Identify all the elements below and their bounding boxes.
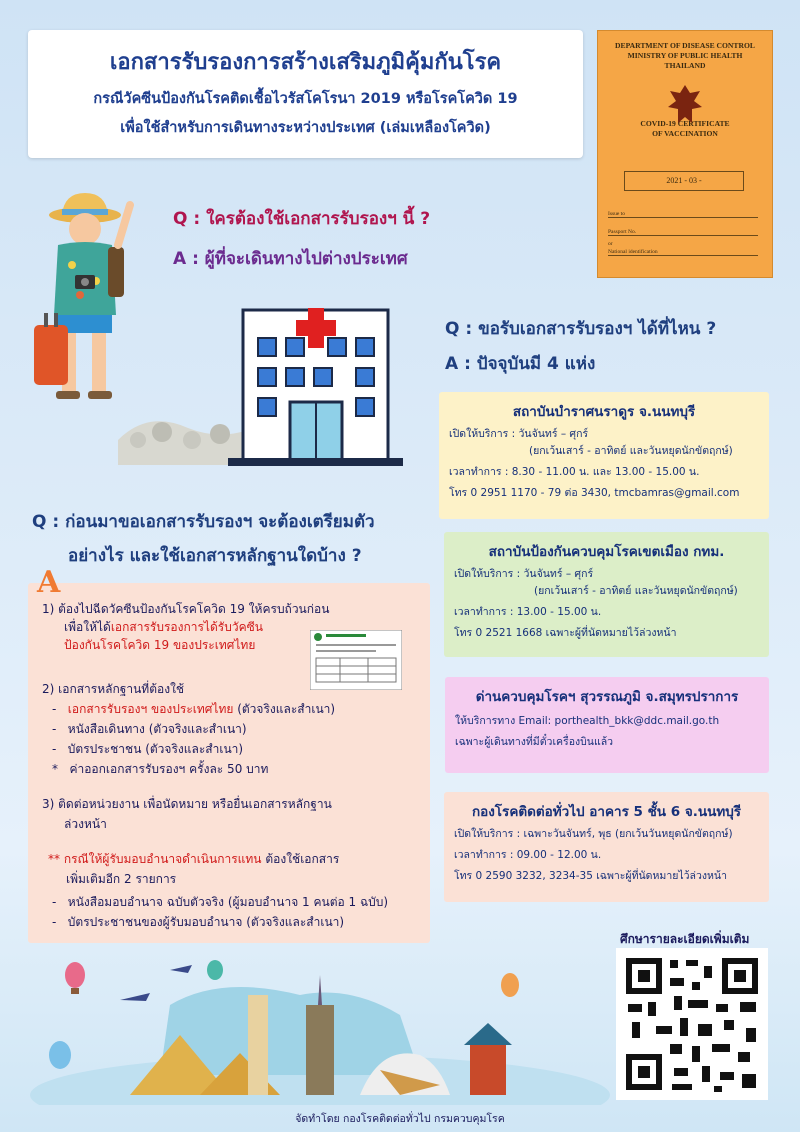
bullet-star: * bbox=[52, 762, 58, 776]
location-card-suvarnabhumi bbox=[445, 677, 769, 773]
location-name: สถาบันบำราศนราดูร จ.นนทบุรี bbox=[512, 404, 696, 420]
bullet-dash: - bbox=[52, 742, 57, 756]
cert-passport-line: Passport No. bbox=[608, 229, 758, 236]
cert-issue-line: Issue to bbox=[608, 211, 758, 218]
qa3-question-line-1: Q : ก่อนมาขอเอกสารรับรองฯ จะต้องเตรียมตัว bbox=[32, 512, 375, 532]
answer-letter: A bbox=[37, 565, 61, 600]
qa2-question: Q : ขอรับเอกสารรับรองฯ ได้ที่ไหน ? bbox=[445, 319, 717, 339]
location-card-general-communicable bbox=[444, 792, 769, 902]
step1-line3: ป้องกันโรคโควิด 19 ของประเทศไทย bbox=[64, 638, 256, 652]
location-name: กองโรคติดต่อทั่วไป อาคาร 5 ชั้น 6 จ.นนทบุรี bbox=[471, 804, 742, 820]
location-exceptions: (ยกเว้นเสาร์ - อาทิตย์ และวันหยุดนักขัตฤกษ์) bbox=[529, 445, 733, 457]
location-hours: เวลาทำการ : 13.00 - 15.00 น. bbox=[454, 606, 602, 618]
bullet-dash: - bbox=[52, 722, 57, 736]
location-contact: โทร 0 2590 3232, 3234-35 เฉพาะผู้ที่นัดหมายไว้ล่วงหน้า bbox=[454, 870, 728, 882]
location-contact: โทร 0 2951 1170 - 79 ต่อ 3430, tmcbamras@gmail.com bbox=[449, 487, 740, 499]
cert-dept-line-3: THAILAND bbox=[664, 61, 706, 70]
location-name: สถาบันป้องกันควบคุมโรคเขตเมือง กทม. bbox=[488, 544, 725, 560]
step2-item-3-text: บัตรประชาชน (ตัวจริงและสำเนา) bbox=[67, 742, 244, 756]
step2-item-1 bbox=[52, 700, 335, 718]
step2-fee-text: ค่าออกเอกสารรับรองฯ ครั้งละ 50 บาท bbox=[69, 762, 269, 776]
cert-title-line-1: COVID-19 CERTIFICATE bbox=[640, 119, 730, 128]
page-subtitle-2: เพื่อใช้สำหรับการเดินทางระหว่างประเทศ (เล่มเหลืองโควิด) bbox=[120, 120, 491, 136]
qa3-question-line-2: อย่างไร และใช้เอกสารหลักฐานใดบ้าง ? bbox=[68, 546, 362, 566]
certificate-booklet-image bbox=[597, 30, 773, 278]
step1-line1: 1) ต้องไปฉีดวัคซีนป้องกันโรคโควิด 19 ให้ครบถ้วนก่อน bbox=[42, 602, 330, 616]
location-hours: เวลาทำการ : 8.30 - 11.00 น. และ 13.00 - 15.00 น. bbox=[449, 466, 700, 478]
cert-title-line-2: OF VACCINATION bbox=[652, 129, 718, 138]
page-title: เอกสารรับรองการสร้างเสริมภูมิคุ้มกันโรค bbox=[109, 50, 502, 75]
proxy-item-2-text: บัตรประชาชนของผู้รับมอบอำนาจ (ตัวจริงและสำเนา) bbox=[67, 915, 345, 929]
location-condition: เฉพาะผู้เดินทางที่มีตั๋วเครื่องบินแล้ว bbox=[455, 736, 614, 748]
step2-item-2 bbox=[52, 720, 247, 738]
hospital-illustration bbox=[118, 290, 428, 475]
bullet-dash: - bbox=[52, 915, 57, 929]
proxy-note-line2: เพิ่มเติมอีก 2 รายการ bbox=[66, 872, 177, 886]
step2-item-3 bbox=[52, 740, 243, 758]
step1-line2-highlight: เอกสารรับรองการได้รับวัคซีน bbox=[110, 620, 263, 634]
location-open-days: เปิดให้บริการ : วันจันทร์ – ศุกร์ bbox=[454, 568, 594, 580]
qa1-question: Q : ใครต้องใช้เอกสารรับรองฯ นี้ ? bbox=[173, 209, 431, 229]
proxy-note-line1 bbox=[48, 850, 339, 868]
world-landmarks-illustration bbox=[20, 945, 610, 1105]
step2-fee bbox=[52, 760, 268, 778]
location-open-days: เปิดให้บริการ : วันจันทร์ – ศุกร์ bbox=[449, 428, 589, 440]
qa1-answer: A : ผู้ที่จะเดินทางไปต่างประเทศ bbox=[173, 249, 408, 269]
cert-dept-line-1: DEPARTMENT OF DISEASE CONTROL bbox=[615, 41, 755, 50]
cert-date: 2021 - 03 - bbox=[624, 171, 744, 191]
qr-code[interactable] bbox=[616, 948, 768, 1100]
step2-item-1-highlight: เอกสารรับรองฯ ของประเทศไทย bbox=[67, 702, 234, 716]
proxy-note-suffix: ต้องใช้เอกสาร bbox=[261, 852, 340, 866]
location-hours: เวลาทำการ : 09.00 - 12.00 น. bbox=[454, 849, 602, 861]
page-subtitle-1: กรณีวัคซีนป้องกันโรคติดเชื้อไวรัสโคโรนา 2019 หรือโรคโควิด 19 bbox=[93, 91, 518, 107]
proxy-item-2 bbox=[52, 913, 344, 931]
location-open-days: เปิดให้บริการ : เฉพาะวันจันทร์, พุธ (ยกเว้นวันหยุดนักขัตฤกษ์) bbox=[454, 828, 733, 840]
header-box bbox=[28, 30, 583, 158]
location-card-bamras bbox=[439, 392, 769, 519]
bullet-dash: - bbox=[52, 702, 57, 716]
step3-line1: 3) ติดต่อหน่วยงาน เพื่อนัดหมาย หรือยื่นเอกสารหลักฐาน bbox=[42, 797, 332, 811]
step2-heading: 2) เอกสารหลักฐานที่ต้องใช้ bbox=[42, 682, 185, 696]
location-card-urban-institute bbox=[444, 532, 769, 657]
garuda-emblem-icon bbox=[666, 83, 704, 127]
location-name: ด่านควบคุมโรคฯ สุวรรณภูมิ จ.สมุทรปราการ bbox=[475, 689, 739, 705]
location-contact: โทร 0 2521 1668 เฉพาะผู้ที่นัดหมายไว้ล่วงหน้า bbox=[454, 627, 677, 639]
vaccine-certificate-thumbnail bbox=[310, 630, 402, 690]
proxy-note-highlight: ** กรณีให้ผู้รับมอบอำนาจดำเนินการแทน bbox=[48, 852, 262, 866]
location-exceptions: (ยกเว้นเสาร์ - อาทิตย์ และวันหยุดนักขัตฤกษ์) bbox=[534, 585, 738, 597]
footer-credit: จัดทำโดย กองโรคติดต่อทั่วไป กรมควบคุมโรค bbox=[295, 1113, 505, 1125]
step3-line2: ล่วงหน้า bbox=[64, 817, 107, 831]
location-email: ให้บริการทาง Email: porthealth_bkk@ddc.mail.go.th bbox=[455, 715, 720, 727]
cert-or: or bbox=[608, 241, 613, 247]
bullet-dash: - bbox=[52, 895, 57, 909]
step1-line2-prefix: เพื่อให้ได้ bbox=[64, 620, 111, 634]
step2-item-2-text: หนังสือเดินทาง (ตัวจริงและสำเนา) bbox=[67, 722, 247, 736]
step1-line2 bbox=[64, 618, 263, 636]
cert-national-line: National identification bbox=[608, 249, 758, 256]
proxy-item-1-text: หนังสือมอบอำนาจ ฉบับตัวจริง (ผู้มอบอำนาจ 1 คนต่อ 1 ฉบับ) bbox=[67, 895, 389, 909]
step2-item-1-suffix: (ตัวจริงและสำเนา) bbox=[233, 702, 336, 716]
cert-dept-line-2: MINISTRY OF PUBLIC HEALTH bbox=[627, 51, 743, 60]
proxy-item-1 bbox=[52, 893, 388, 911]
qr-label: ศึกษารายละเอียดเพิ่มเติม bbox=[620, 932, 750, 946]
qa2-answer: A : ปัจจุบันมี 4 แห่ง bbox=[445, 354, 596, 374]
